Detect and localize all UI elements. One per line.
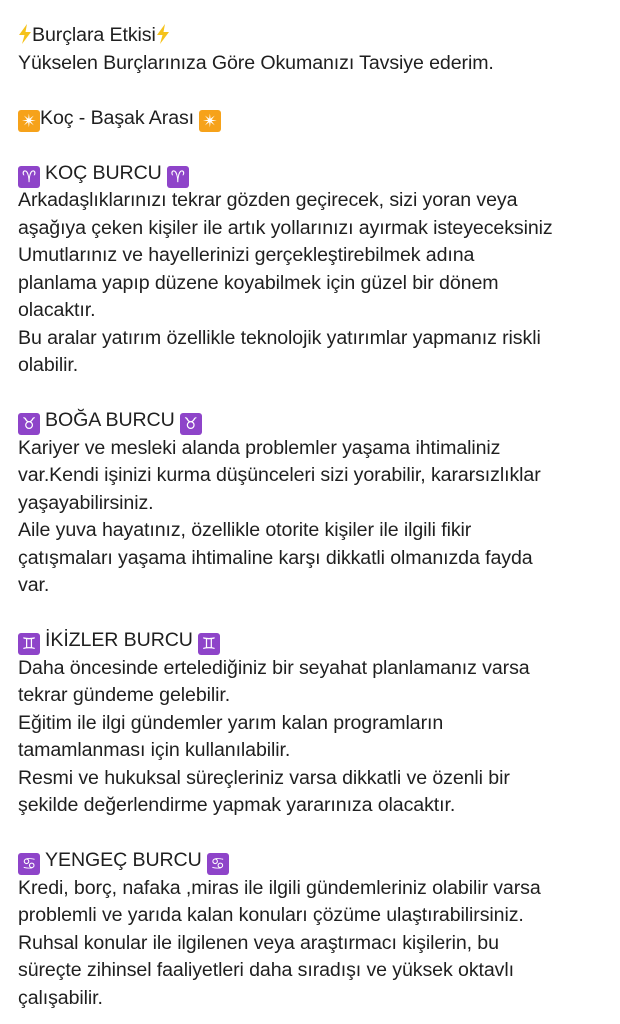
sign-text-line: Bu aralar yatırım özellikle teknolojik yatırımlar yapmanız riskli [18, 326, 541, 349]
sign-text-line: Kariyer ve mesleki alanda problemler yaşama ihtimaliniz [18, 436, 501, 459]
sign-text-line: Kredi, borç, nafaka ,miras ile ilgili gündemleriniz olabilir varsa [18, 876, 541, 899]
sign-text-line: şekilde değerlendirme yapmak yararınıza olacaktır. [18, 794, 456, 816]
gemini-icon: ♊ [198, 633, 220, 655]
range-label: Koç - Başak Arası [40, 106, 195, 129]
lightning-icon [18, 24, 32, 44]
sign-text-line: aşağıya çeken kişiler ile artık yollarınızı ayırmak isteyeceksiniz [18, 216, 553, 239]
sign-text-line: Daha öncesinde ertelediğiniz bir seyahat planlamanız varsa [18, 656, 530, 679]
range-line [18, 105, 612, 133]
sign-text-line: Eğitim ile ilgi gündemler yarım kalan programların [18, 711, 444, 734]
taurus-icon: ♉ [18, 413, 40, 435]
sign-text-line: Ruhsal konular ile ilgilenen veya araştırmacı kişilerin, bu [18, 931, 499, 954]
sparkle-star-icon: ✴ [18, 110, 40, 132]
sign-title: YENGEÇ BURCU [45, 849, 202, 871]
sign-title: İKİZLER BURCU [45, 629, 193, 651]
sign-text-line: çatışmaları yaşama ihtimaline karşı dikkatli olmanızda fayda [18, 546, 533, 569]
sign-text-line: yaşayabilirsiniz. [18, 491, 154, 514]
aries-icon: ♈ [167, 166, 189, 188]
sign-text-line: Aile yuva hayatınız, özellikle otorite kişiler ile ilgili fikir [18, 519, 472, 541]
aries-icon: ♈ [18, 166, 40, 188]
sign-title: KOÇ BURCU [45, 161, 162, 184]
intro-title: Burçlara Etkisi [32, 24, 156, 46]
sign-text-line: var.Kendi işinizi kurma düşünceleri sizi yorabilir, kararsızlıklar [18, 464, 541, 486]
intro-subtitle: Yükselen Burçlarınıza Göre Okumanızı Tavsiye ederim. [18, 51, 494, 74]
sign-text-line: problemli ve yarıda kalan konuları çözüme ulaştırabilirsiniz. [18, 904, 524, 926]
sign-text-line: tekrar gündeme gelebilir. [18, 684, 231, 706]
lightning-icon [156, 24, 170, 44]
sign-text-line: Resmi ve hukuksal süreçleriniz varsa dikkatli ve özenli bir [18, 766, 510, 789]
sign-title: BOĞA BURCU [45, 409, 175, 431]
sign-heading-yengec [18, 847, 612, 875]
sparkle-star-icon: ✴ [199, 110, 221, 132]
sign-text-line: var. [18, 574, 50, 596]
sign-heading-koc [18, 160, 612, 188]
sign-heading-boga [18, 407, 612, 435]
sign-text-line: süreçte zihinsel faaliyetleri daha sıradışı ve yüksek oktavlı [18, 959, 514, 981]
sign-text-line: tamamlanması için kullanılabilir. [18, 739, 291, 761]
cancer-icon: ♋ [207, 853, 229, 875]
sign-text-line: planlama yapıp düzene koyabilmek için güzel bir dönem [18, 271, 499, 294]
sign-text-line: olacaktır. [18, 299, 96, 321]
sign-text-line: Umutlarınız ve hayellerinizi gerçekleştirebilmek adına [18, 244, 475, 266]
intro-title-line [18, 22, 612, 50]
gemini-icon: ♊ [18, 633, 40, 655]
sign-heading-ikizler [18, 627, 612, 655]
sign-text-line: olabilir. [18, 354, 79, 376]
sign-text-line: çalışabilir. [18, 986, 103, 1009]
taurus-icon: ♉ [180, 413, 202, 435]
sign-text-line: Arkadaşlıklarınızı tekrar gözden geçirecek, sizi yoran veya [18, 189, 518, 211]
cancer-icon: ♋ [18, 853, 40, 875]
